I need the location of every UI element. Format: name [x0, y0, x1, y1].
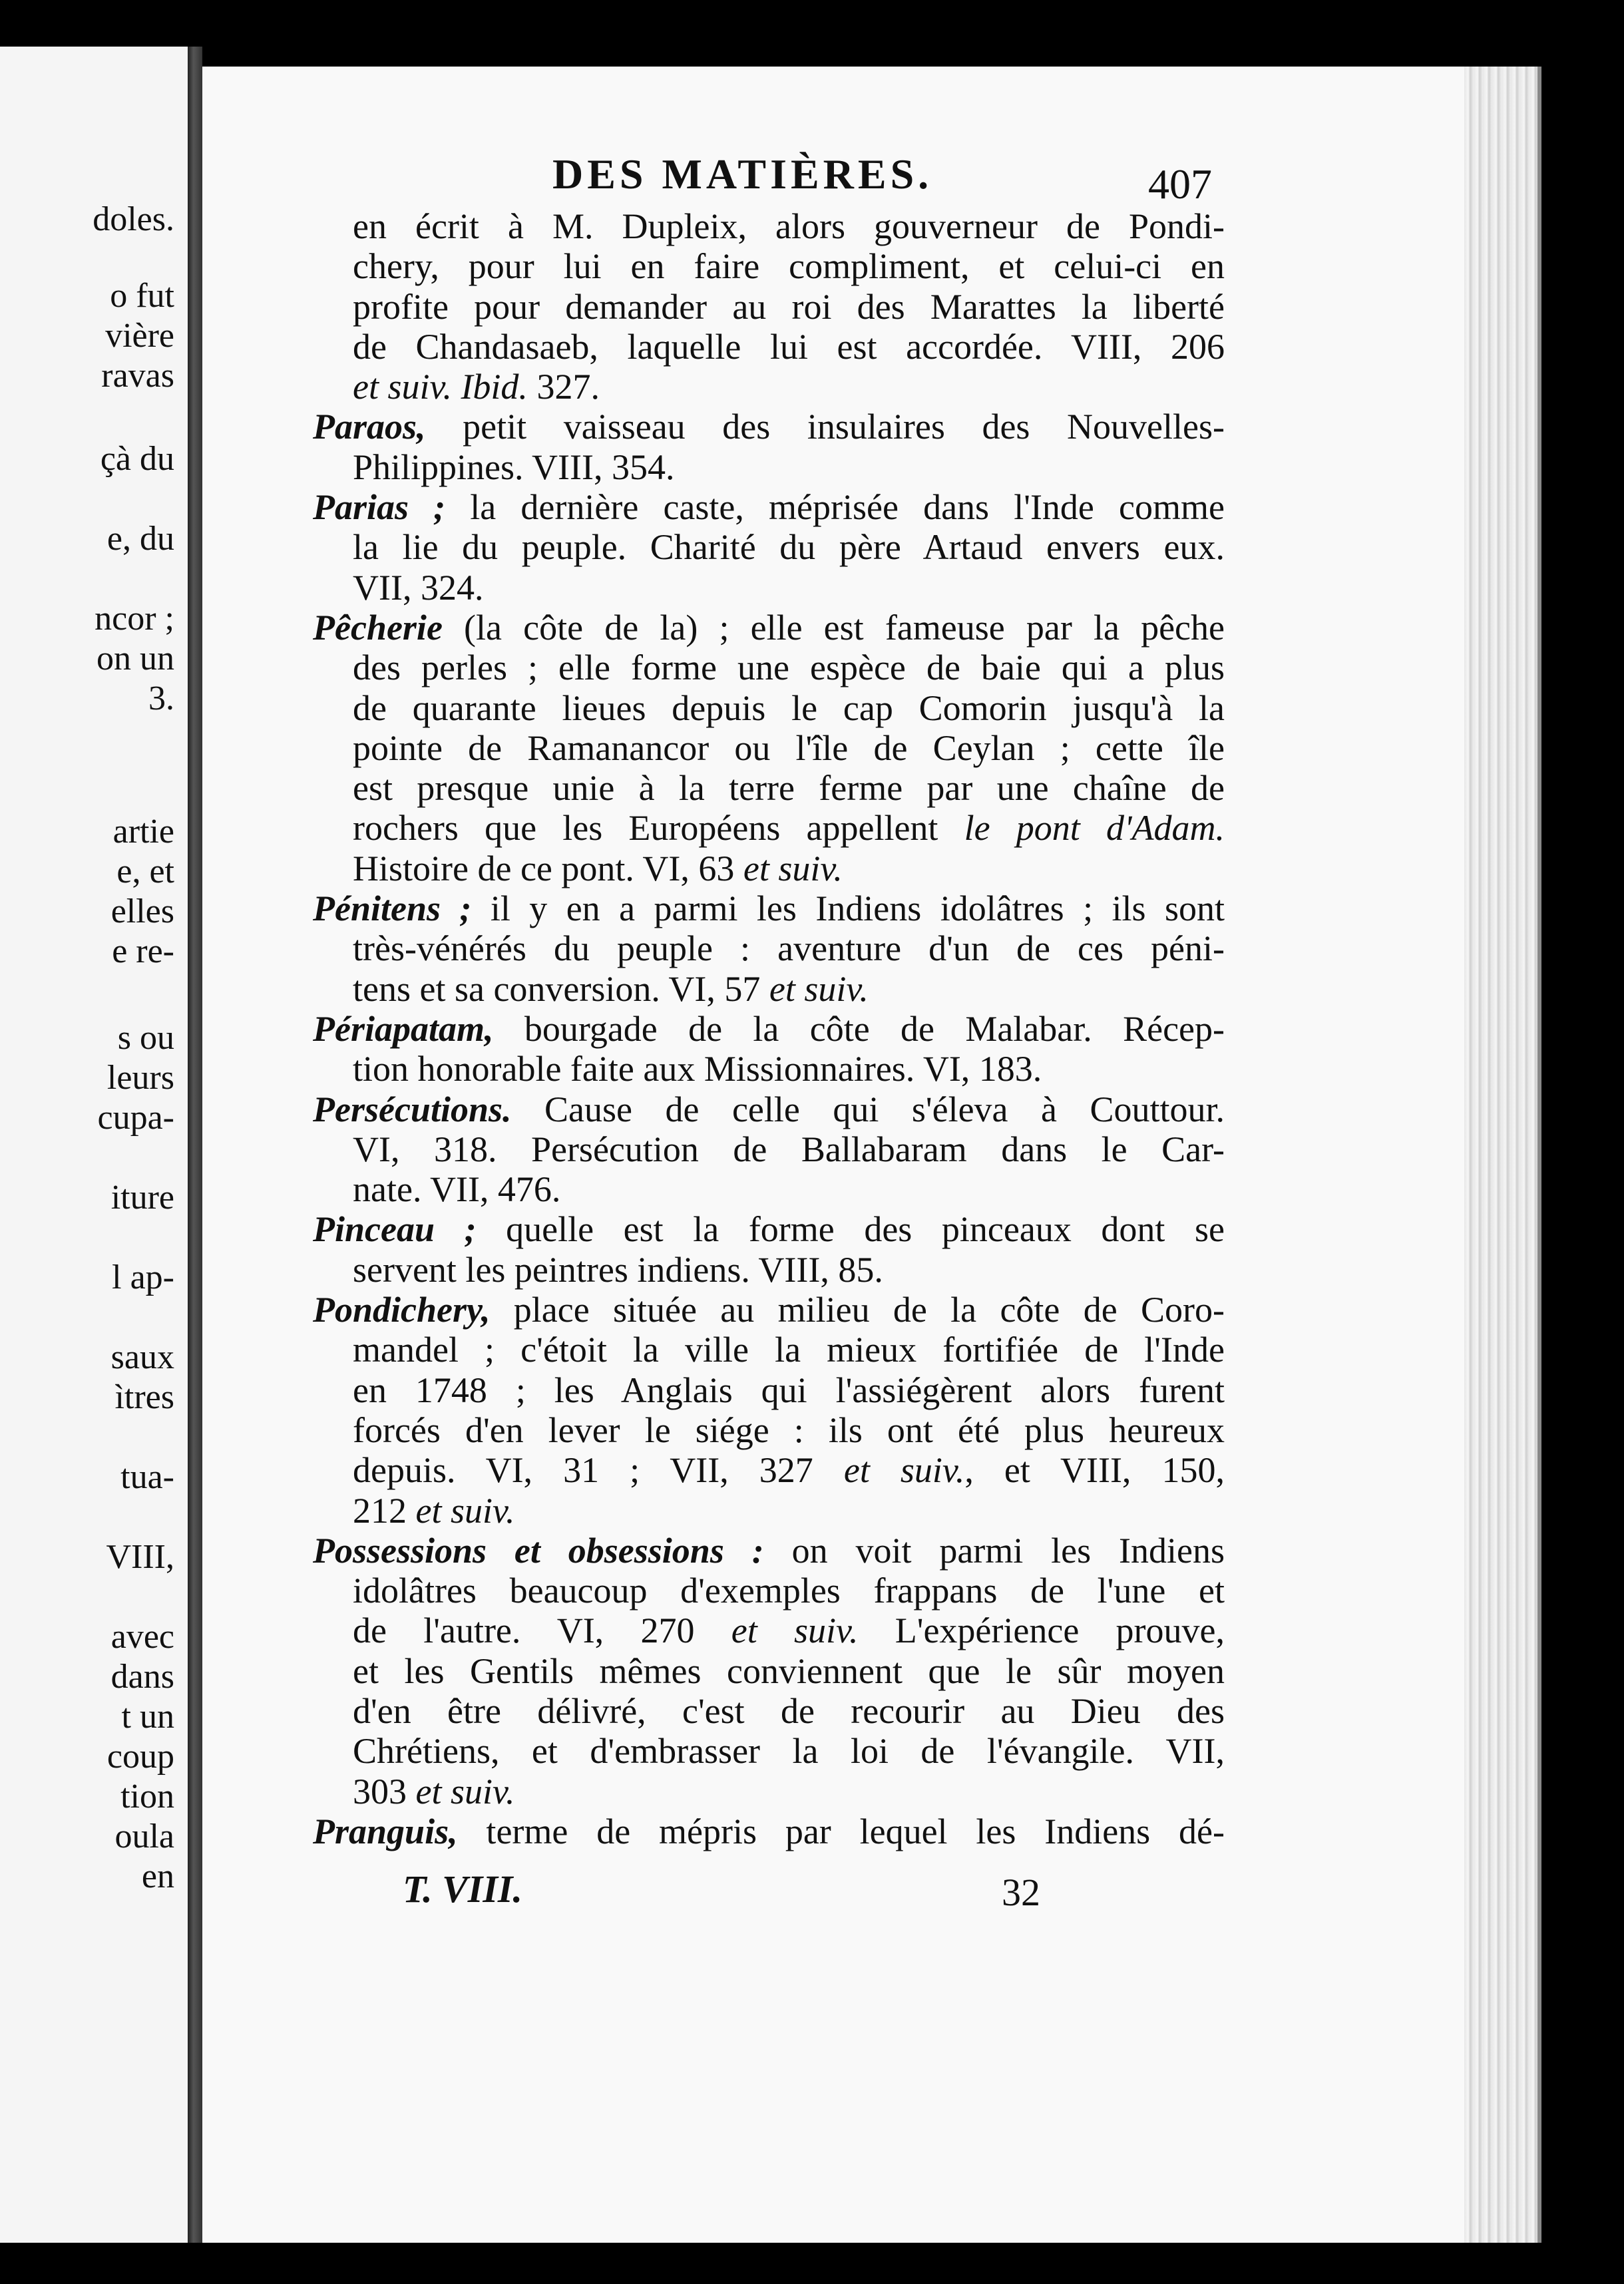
text-line	[313, 1772, 1225, 1811]
index-headword: Paraos,	[313, 407, 426, 447]
text-segment: VI, 318. Persécution de Ballabaram dans le Car-	[353, 1129, 1225, 1169]
text-line	[313, 648, 1225, 687]
text-segment: on voit parmi les Indiens	[763, 1530, 1225, 1571]
text-segment: terme de mépris par lequel les Indiens dé-	[457, 1811, 1225, 1851]
text-segment: profite pour demander au roi des Marattes la liberté	[353, 286, 1225, 327]
text-segment: et suiv.	[769, 968, 869, 1009]
text-line	[313, 1811, 1225, 1851]
text-segment: très-vénérés du peuple : aventure d'un de ces péni-	[353, 928, 1225, 969]
left-page-line: e, du	[106, 520, 174, 558]
text-segment: et suiv. Ibid.	[353, 367, 528, 407]
text-segment: 212	[353, 1490, 416, 1531]
text-line	[313, 407, 1225, 447]
index-headword: Pénitens ;	[313, 888, 472, 929]
left-page-line: dans	[110, 1658, 174, 1696]
text-segment: (la côte de la) ; elle est fameuse par la pêche	[442, 607, 1225, 648]
text-line	[313, 246, 1225, 286]
text-segment: la dernière caste, méprisée dans l'Inde comme	[445, 487, 1225, 528]
text-line	[313, 1169, 1225, 1209]
left-page-line: en	[141, 1857, 174, 1895]
left-page-line: iture	[110, 1179, 174, 1217]
left-page-line: leurs	[106, 1059, 174, 1097]
text-segment: et suiv.	[415, 1490, 515, 1531]
text-line	[313, 487, 1225, 527]
text-segment: des perles ; elle forme une espèce de baie qui a plus	[353, 648, 1225, 688]
left-page-line: avec	[110, 1618, 174, 1656]
text-segment: 327.	[527, 367, 600, 407]
text-segment: Philippines. VIII, 354.	[353, 447, 675, 487]
text-line	[313, 1410, 1225, 1450]
text-line	[313, 447, 1225, 487]
text-segment: Histoire de ce pont. VI, 63	[353, 848, 743, 888]
text-line	[313, 928, 1225, 968]
text-segment: tion honorable faite aux Missionnaires. VI, 183.	[353, 1049, 1042, 1089]
text-line	[313, 206, 1225, 246]
text-segment: d'en être délivré, c'est de recourir au Dieu des	[353, 1690, 1225, 1731]
left-page-line: tion	[120, 1778, 174, 1815]
text-segment: servent les peintres indiens. VIII, 85.	[353, 1249, 883, 1290]
left-page-line: çà du	[100, 440, 174, 478]
text-segment: nate. VII, 476.	[353, 1169, 561, 1210]
left-page-line: e re-	[112, 932, 174, 970]
page-edges	[1464, 67, 1541, 2243]
page-number: 407	[1148, 160, 1212, 208]
text-line	[313, 1370, 1225, 1410]
text-segment: et suiv.	[843, 1450, 965, 1491]
text-segment: idolâtres beaucoup d'exemples frappans de l'une et	[353, 1571, 1225, 1611]
text-line	[313, 1531, 1225, 1571]
left-page-line: l ap-	[112, 1258, 174, 1296]
text-line	[313, 1330, 1225, 1370]
text-segment: chery, pour lui en faire compliment, et celui-ci en	[353, 246, 1225, 287]
text-line	[313, 1129, 1225, 1169]
text-segment: de quarante lieues depuis le cap Comorin jusqu'à la	[353, 687, 1225, 728]
text-segment: la lie du peuple. Charité du père Artaud envers eux.	[353, 527, 1225, 568]
running-header: DES MATIÈRES.	[552, 150, 933, 198]
text-line	[313, 1731, 1225, 1771]
index-headword: Possessions et obsessions :	[313, 1530, 764, 1571]
text-line	[313, 808, 1225, 848]
left-page-line: saux	[110, 1338, 174, 1376]
left-page-line: vière	[105, 317, 174, 355]
left-page-line: tua-	[120, 1458, 174, 1496]
left-page-line: e, et	[116, 853, 174, 890]
text-line	[313, 1089, 1225, 1129]
text-segment: et suiv.	[743, 848, 843, 888]
text-segment: VII, 324.	[353, 567, 484, 608]
left-page-line: artie	[112, 813, 174, 851]
index-headword: Persécutions.	[313, 1089, 512, 1129]
text-line	[313, 1450, 1225, 1490]
text-segment: quelle est la forme des pinceaux dont se	[476, 1209, 1225, 1250]
text-segment: Chrétiens, et d'embrasser la loi de l'évangile. VII,	[353, 1731, 1225, 1772]
text-line	[313, 327, 1225, 367]
text-line	[313, 888, 1225, 928]
left-page-line: elles	[110, 892, 174, 930]
left-page-line: cupa-	[97, 1099, 174, 1137]
text-line	[313, 1209, 1225, 1249]
text-segment: Cause de celle qui s'éleva à Couttour.	[511, 1089, 1225, 1129]
text-line	[313, 1290, 1225, 1330]
index-headword: Périapatam,	[313, 1008, 494, 1049]
text-segment: il y en a parmi les Indiens idolâtres ; ils sont	[471, 888, 1225, 929]
index-headword: Pranguis,	[313, 1811, 458, 1851]
text-segment: rochers que les Européens appellent	[353, 808, 964, 849]
left-page-line: oula	[114, 1817, 174, 1855]
text-segment: L'expérience prouve,	[858, 1611, 1225, 1651]
text-segment: depuis. VI, 31 ; VII, 327	[353, 1450, 844, 1491]
text-segment: en écrit à M. Dupleix, alors gouverneur de Pondi-	[353, 206, 1225, 246]
text-segment: mandel ; c'étoit la ville la mieux fortifiée de l'Inde	[353, 1330, 1225, 1370]
text-line	[313, 728, 1225, 768]
left-page-line: o fut	[110, 277, 174, 315]
book-gutter	[188, 47, 202, 2243]
text-segment: est presque unie à la terre ferme par une chaîne de	[353, 768, 1225, 809]
signature-mark: T. VIII.	[403, 1867, 523, 1911]
text-segment: et les Gentils mêmes conviennent que le sûr moyen	[353, 1650, 1225, 1691]
index-headword: Pondichery,	[313, 1290, 491, 1330]
text-line	[313, 608, 1225, 648]
text-line	[313, 688, 1225, 728]
text-line	[313, 849, 1225, 888]
text-line	[313, 1491, 1225, 1531]
text-line	[313, 1049, 1225, 1089]
left-page-line: on un	[97, 640, 174, 677]
signature-number: 32	[1002, 1871, 1040, 1914]
text-line	[313, 1250, 1225, 1290]
text-line	[313, 1009, 1225, 1049]
left-page-line: coup	[106, 1738, 174, 1776]
text-line	[313, 768, 1225, 808]
text-segment: de l'autre. VI, 270	[353, 1611, 731, 1651]
text-segment: place située au milieu de la côte de Coro-	[490, 1290, 1225, 1330]
text-segment: , et VIII, 150,	[964, 1450, 1225, 1491]
left-page-line: doles.	[93, 200, 174, 238]
text-line	[313, 287, 1225, 327]
left-page-line: ncor ;	[95, 600, 174, 638]
text-segment: forcés d'en lever le siége : ils ont été plus heureux	[353, 1410, 1225, 1450]
text-line	[313, 1691, 1225, 1731]
text-line	[313, 1571, 1225, 1611]
text-line	[313, 1611, 1225, 1650]
text-segment: le pont d'Adam.	[964, 808, 1225, 849]
left-page-line: VIII,	[106, 1538, 174, 1576]
text-line	[313, 367, 1225, 407]
index-headword: Pinceau ;	[313, 1209, 477, 1250]
text-line	[313, 527, 1225, 567]
text-line	[313, 568, 1225, 608]
text-segment: tens et sa conversion. VI, 57	[353, 968, 769, 1009]
text-segment: et suiv.	[415, 1771, 515, 1811]
index-headword: Parias ;	[313, 487, 446, 528]
text-segment: de Chandasaeb, laquelle lui est accordée. VIII, 206	[353, 326, 1225, 367]
left-page-line: 3.	[148, 679, 174, 717]
index-text	[313, 206, 1225, 1851]
text-segment: 303	[353, 1771, 416, 1811]
text-segment: et suiv.	[731, 1611, 859, 1651]
text-segment: petit vaisseau des insulaires des Nouvelles-	[425, 407, 1225, 447]
text-line	[313, 1651, 1225, 1691]
text-segment: en 1748 ; les Anglais qui l'assiégèrent alors furent	[353, 1370, 1225, 1410]
text-segment: pointe de Ramanancor ou l'île de Ceylan ; cette île	[353, 727, 1225, 768]
text-segment: bourgade de la côte de Malabar. Récep-	[493, 1008, 1225, 1049]
index-headword: Pêcherie	[313, 607, 443, 648]
text-line	[313, 969, 1225, 1009]
left-page-line: t un	[121, 1698, 174, 1736]
left-page	[0, 47, 188, 2243]
left-page-line: ìtres	[114, 1378, 174, 1416]
left-page-line: ravas	[101, 357, 174, 395]
left-page-line: s ou	[117, 1019, 174, 1057]
